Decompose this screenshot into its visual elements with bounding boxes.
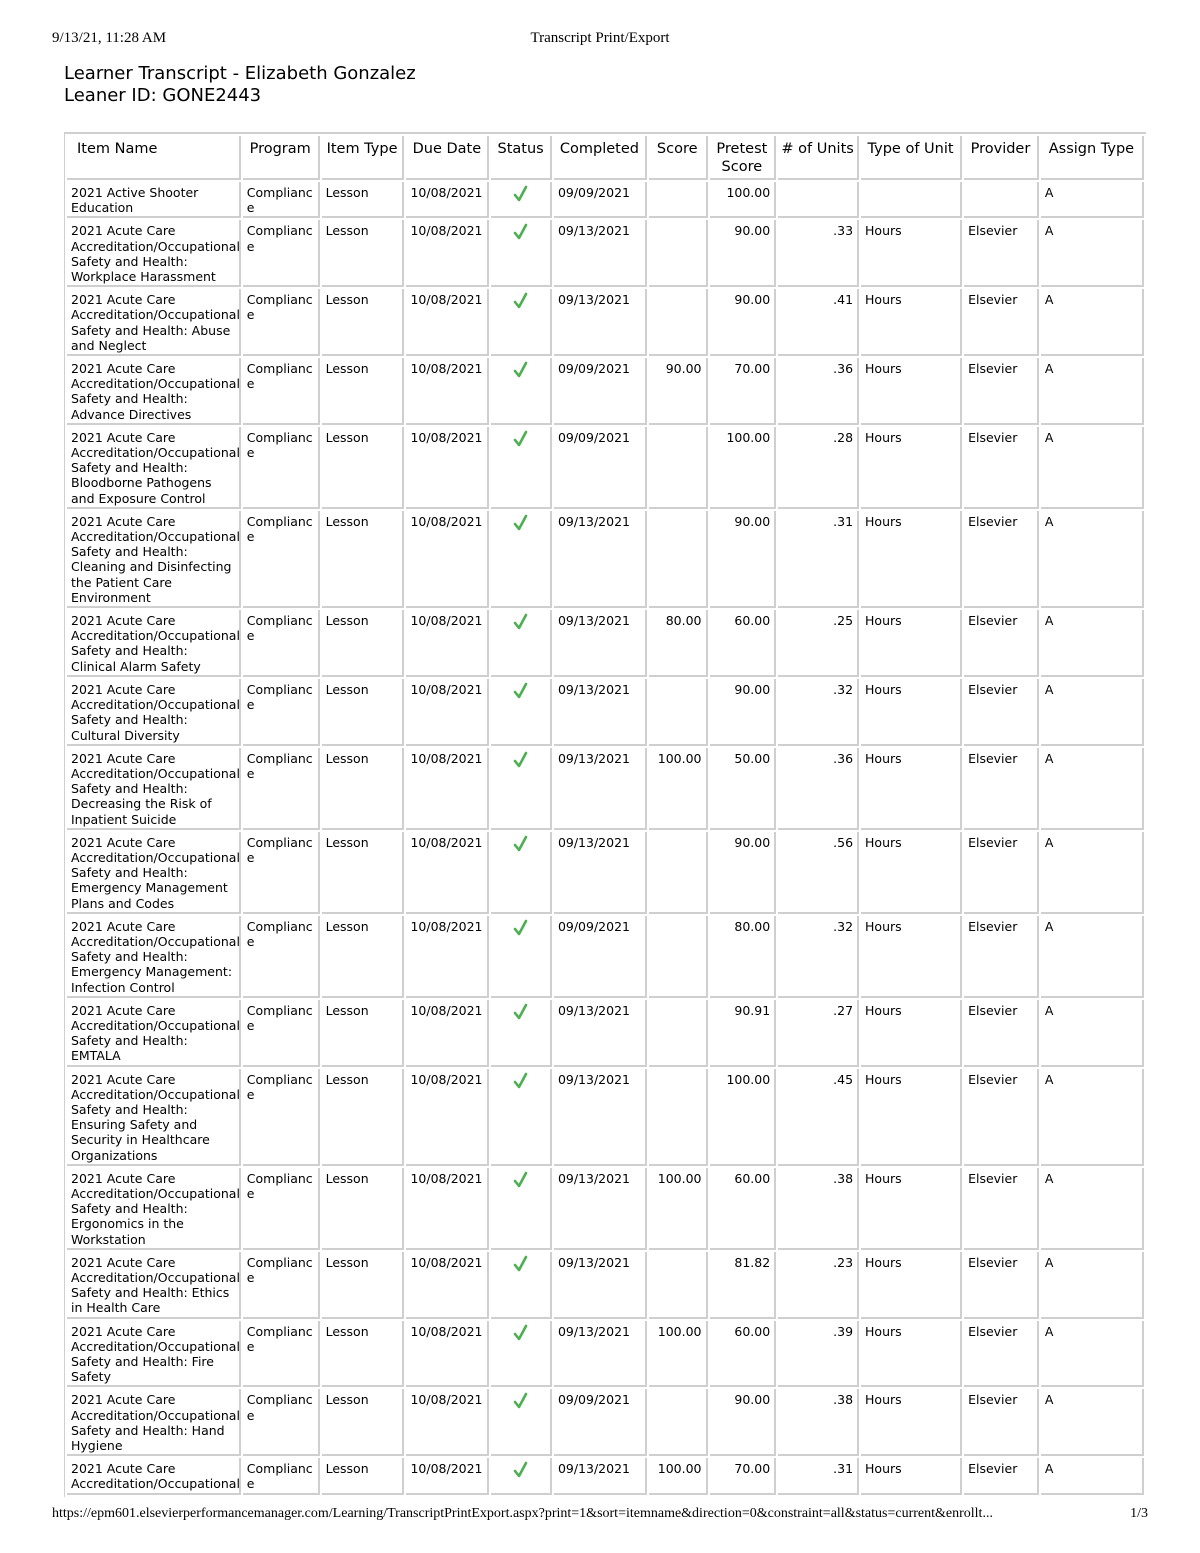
status-cell: [491, 916, 552, 998]
column-header: Completed: [554, 136, 647, 180]
item-name-cell: 2021 Acute Care Accreditation/Occupational Safety and Health: Emergency Management: Infection Control: [67, 916, 241, 998]
column-header: Score: [649, 136, 708, 180]
table-body: [67, 182, 1144, 1495]
column-header: Item Name: [67, 136, 241, 180]
print-header: [52, 30, 1148, 50]
status-cell: [491, 511, 552, 608]
units-cell: .41: [778, 289, 859, 356]
completed-date-cell: 09/13/2021: [554, 679, 647, 746]
provider-cell: Elsevier: [964, 916, 1039, 998]
provider-cell: Elsevier: [964, 358, 1039, 425]
score-cell: [649, 1389, 708, 1456]
completed-date-cell: 09/13/2021: [554, 748, 647, 830]
program-cell: Compliance: [243, 1458, 320, 1494]
program-cell: Compliance: [243, 832, 320, 914]
score-cell: 90.00: [649, 358, 708, 425]
item-type-cell: Lesson: [322, 1389, 405, 1456]
provider-cell: Elsevier: [964, 832, 1039, 914]
completed-date-cell: 09/13/2021: [554, 1168, 647, 1250]
due-date-cell: 10/08/2021: [406, 427, 489, 509]
table-row: [67, 511, 1144, 608]
status-cell: [491, 1252, 552, 1319]
units-cell: .27: [778, 1000, 859, 1067]
provider-cell: Elsevier: [964, 1069, 1039, 1166]
status-cell: [491, 1168, 552, 1250]
units-cell: .38: [778, 1389, 859, 1456]
checkmark-icon: [514, 1255, 528, 1273]
unit-type-cell: Hours: [861, 427, 962, 509]
checkmark-icon: [514, 223, 528, 241]
item-name-cell: 2021 Acute Care Accreditation/Occupational Safety and Health: Abuse and Neglect: [67, 289, 241, 356]
due-date-cell: 10/08/2021: [406, 748, 489, 830]
item-name-cell: 2021 Acute Care Accreditation/Occupational Safety and Health: Clinical Alarm Safety: [67, 610, 241, 677]
item-type-cell: Lesson: [322, 832, 405, 914]
unit-type-cell: Hours: [861, 1321, 962, 1388]
completed-date-cell: 09/09/2021: [554, 1389, 647, 1456]
item-name-cell: 2021 Acute Care Accreditation/Occupational Safety and Health: Hand Hygiene: [67, 1389, 241, 1456]
pretest-score-cell: 50.00: [710, 748, 777, 830]
units-cell: .33: [778, 220, 859, 287]
assign-type-cell: A: [1041, 220, 1144, 287]
completed-date-cell: 09/09/2021: [554, 358, 647, 425]
program-cell: Compliance: [243, 1069, 320, 1166]
program-cell: Compliance: [243, 610, 320, 677]
status-cell: [491, 427, 552, 509]
item-name-cell: 2021 Acute Care Accreditation/Occupational Safety and Health: Emergency Management Plans and Codes: [67, 832, 241, 914]
status-cell: [491, 1389, 552, 1456]
unit-type-cell: Hours: [861, 679, 962, 746]
completed-date-cell: 09/09/2021: [554, 182, 647, 218]
table-row: [67, 1389, 1144, 1456]
pretest-score-cell: 90.00: [710, 679, 777, 746]
table-row: [67, 1321, 1144, 1388]
table-row: [67, 679, 1144, 746]
unit-type-cell: Hours: [861, 1252, 962, 1319]
due-date-cell: 10/08/2021: [406, 916, 489, 998]
assign-type-cell: A: [1041, 1000, 1144, 1067]
item-name-cell: 2021 Acute Care Accreditation/Occupational Safety and Health: Cultural Diversity: [67, 679, 241, 746]
unit-type-cell: Hours: [861, 1069, 962, 1166]
pretest-score-cell: 100.00: [710, 182, 777, 218]
score-cell: 100.00: [649, 1458, 708, 1494]
program-cell: Compliance: [243, 1000, 320, 1067]
units-cell: .32: [778, 679, 859, 746]
transcript-table: [64, 132, 1146, 1497]
transcript-title-block: [64, 63, 416, 107]
program-cell: Compliance: [243, 427, 320, 509]
checkmark-icon: [514, 430, 528, 448]
provider-cell: Elsevier: [964, 220, 1039, 287]
page-number: 1/3: [1130, 1506, 1148, 1521]
table-row: [67, 182, 1144, 218]
score-cell: 100.00: [649, 1321, 708, 1388]
assign-type-cell: A: [1041, 511, 1144, 608]
unit-type-cell: Hours: [861, 1000, 962, 1067]
pretest-score-cell: 60.00: [710, 1168, 777, 1250]
assign-type-cell: A: [1041, 427, 1144, 509]
checkmark-icon: [514, 1324, 528, 1342]
item-type-cell: Lesson: [322, 427, 405, 509]
due-date-cell: 10/08/2021: [406, 182, 489, 218]
item-name-cell: 2021 Active Shooter Education: [67, 182, 241, 218]
assign-type-cell: A: [1041, 1252, 1144, 1319]
status-cell: [491, 679, 552, 746]
completed-date-cell: 09/13/2021: [554, 289, 647, 356]
provider-cell: Elsevier: [964, 1458, 1039, 1494]
units-cell: .39: [778, 1321, 859, 1388]
table-header-row: [67, 136, 1144, 180]
provider-cell: [964, 182, 1039, 218]
score-cell: [649, 1069, 708, 1166]
item-name-cell: 2021 Acute Care Accreditation/Occupational Safety and Health: Ensuring Safety and Security in Healthcare Organizations: [67, 1069, 241, 1166]
program-cell: Compliance: [243, 220, 320, 287]
assign-type-cell: A: [1041, 1069, 1144, 1166]
pretest-score-cell: 70.00: [710, 358, 777, 425]
status-cell: [491, 1321, 552, 1388]
score-cell: [649, 289, 708, 356]
status-cell: [491, 182, 552, 218]
item-type-cell: Lesson: [322, 358, 405, 425]
program-cell: Compliance: [243, 748, 320, 830]
unit-type-cell: Hours: [861, 610, 962, 677]
score-cell: 100.00: [649, 1168, 708, 1250]
assign-type-cell: A: [1041, 1321, 1144, 1388]
pretest-score-cell: 90.00: [710, 1389, 777, 1456]
item-type-cell: Lesson: [322, 748, 405, 830]
checkmark-icon: [514, 613, 528, 631]
pretest-score-cell: 90.00: [710, 289, 777, 356]
assign-type-cell: A: [1041, 610, 1144, 677]
unit-type-cell: Hours: [861, 748, 962, 830]
unit-type-cell: Hours: [861, 220, 962, 287]
completed-date-cell: 09/13/2021: [554, 610, 647, 677]
status-cell: [491, 1069, 552, 1166]
column-header: Status: [491, 136, 552, 180]
program-cell: Compliance: [243, 679, 320, 746]
unit-type-cell: Hours: [861, 1168, 962, 1250]
item-type-cell: Lesson: [322, 679, 405, 746]
pretest-score-cell: 90.00: [710, 511, 777, 608]
item-name-cell: 2021 Acute Care Accreditation/Occupational Safety and Health: Advance Directives: [67, 358, 241, 425]
assign-type-cell: A: [1041, 289, 1144, 356]
provider-cell: Elsevier: [964, 1252, 1039, 1319]
units-cell: .23: [778, 1252, 859, 1319]
due-date-cell: 10/08/2021: [406, 1252, 489, 1319]
transcript-title: Learner Transcript - Elizabeth Gonzalez: [64, 63, 416, 84]
due-date-cell: 10/08/2021: [406, 220, 489, 287]
score-cell: [649, 832, 708, 914]
table-row: [67, 1252, 1144, 1319]
table-row: [67, 358, 1144, 425]
units-cell: .31: [778, 511, 859, 608]
table-row: [67, 1000, 1144, 1067]
status-cell: [491, 289, 552, 356]
item-name-cell: 2021 Acute Care Accreditation/Occupational Safety and Health: Fire Safety: [67, 1321, 241, 1388]
status-cell: [491, 1458, 552, 1494]
item-type-cell: Lesson: [322, 1069, 405, 1166]
table-row: [67, 916, 1144, 998]
provider-cell: Elsevier: [964, 679, 1039, 746]
due-date-cell: 10/08/2021: [406, 1321, 489, 1388]
score-cell: [649, 916, 708, 998]
due-date-cell: 10/08/2021: [406, 1069, 489, 1166]
unit-type-cell: Hours: [861, 916, 962, 998]
assign-type-cell: A: [1041, 1389, 1144, 1456]
program-cell: Compliance: [243, 511, 320, 608]
table-row: [67, 1069, 1144, 1166]
assign-type-cell: A: [1041, 916, 1144, 998]
completed-date-cell: 09/09/2021: [554, 427, 647, 509]
program-cell: Compliance: [243, 916, 320, 998]
item-type-cell: Lesson: [322, 1458, 405, 1494]
learner-id: Leaner ID: GONE2443: [64, 85, 262, 106]
due-date-cell: 10/08/2021: [406, 1458, 489, 1494]
assign-type-cell: A: [1041, 358, 1144, 425]
program-cell: Compliance: [243, 1389, 320, 1456]
units-cell: .31: [778, 1458, 859, 1494]
pretest-score-cell: 90.00: [710, 220, 777, 287]
item-name-cell: 2021 Acute Care Accreditation/Occupational Safety and Health: Ethics in Health Care: [67, 1252, 241, 1319]
pretest-score-cell: 100.00: [710, 1069, 777, 1166]
column-header: Provider: [964, 136, 1039, 180]
provider-cell: Elsevier: [964, 1389, 1039, 1456]
score-cell: 80.00: [649, 610, 708, 677]
assign-type-cell: A: [1041, 832, 1144, 914]
pretest-score-cell: 60.00: [710, 1321, 777, 1388]
program-cell: Compliance: [243, 182, 320, 218]
units-cell: .32: [778, 916, 859, 998]
assign-type-cell: A: [1041, 748, 1144, 830]
item-type-cell: Lesson: [322, 182, 405, 218]
item-type-cell: Lesson: [322, 511, 405, 608]
print-page-title: Transcript Print/Export: [530, 30, 670, 46]
item-name-cell: 2021 Acute Care Accreditation/Occupational Safety and Health: EMTALA: [67, 1000, 241, 1067]
provider-cell: Elsevier: [964, 1321, 1039, 1388]
item-type-cell: Lesson: [322, 289, 405, 356]
due-date-cell: 10/08/2021: [406, 289, 489, 356]
item-name-cell: 2021 Acute Care Accreditation/Occupational Safety and Health: Ergonomics in the Workstation: [67, 1168, 241, 1250]
column-header: # of Units: [778, 136, 859, 180]
item-name-cell: 2021 Acute Care Accreditation/Occupational Safety and Health: Workplace Harassment: [67, 220, 241, 287]
status-cell: [491, 358, 552, 425]
status-cell: [491, 220, 552, 287]
provider-cell: Elsevier: [964, 610, 1039, 677]
provider-cell: Elsevier: [964, 1000, 1039, 1067]
table-row: [67, 832, 1144, 914]
program-cell: Compliance: [243, 1168, 320, 1250]
transcript-table-container: [64, 132, 1146, 1492]
table-row: [67, 1168, 1144, 1250]
item-type-cell: Lesson: [322, 1321, 405, 1388]
assign-type-cell: A: [1041, 1458, 1144, 1494]
provider-cell: Elsevier: [964, 748, 1039, 830]
item-type-cell: Lesson: [322, 1168, 405, 1250]
status-cell: [491, 1000, 552, 1067]
checkmark-icon: [514, 1171, 528, 1189]
completed-date-cell: 09/13/2021: [554, 1321, 647, 1388]
pretest-score-cell: 100.00: [710, 427, 777, 509]
units-cell: .25: [778, 610, 859, 677]
pretest-score-cell: 81.82: [710, 1252, 777, 1319]
unit-type-cell: Hours: [861, 1458, 962, 1494]
unit-type-cell: Hours: [861, 289, 962, 356]
status-cell: [491, 748, 552, 830]
print-url: https://epm601.elsevierperformancemanager.com/Learning/TranscriptPrintExport.aspx?print=1&sort=itemname&direction=0&constraint=all&status=current&enrollt...: [52, 1506, 993, 1521]
pretest-score-cell: 90.91: [710, 1000, 777, 1067]
score-cell: [649, 511, 708, 608]
units-cell: .56: [778, 832, 859, 914]
item-type-cell: Lesson: [322, 610, 405, 677]
completed-date-cell: 09/13/2021: [554, 1000, 647, 1067]
score-cell: [649, 1000, 708, 1067]
checkmark-icon: [514, 751, 528, 769]
checkmark-icon: [514, 919, 528, 937]
column-header: Program: [243, 136, 320, 180]
item-name-cell: 2021 Acute Care Accreditation/Occupational Safety and Health: Cleaning and Disinfecting the Patient Care Environment: [67, 511, 241, 608]
units-cell: .36: [778, 748, 859, 830]
pretest-score-cell: 60.00: [710, 610, 777, 677]
provider-cell: Elsevier: [964, 1168, 1039, 1250]
checkmark-icon: [514, 1461, 528, 1479]
completed-date-cell: 09/13/2021: [554, 511, 647, 608]
unit-type-cell: Hours: [861, 511, 962, 608]
status-cell: [491, 832, 552, 914]
checkmark-icon: [514, 361, 528, 379]
table-row: [67, 1458, 1144, 1494]
due-date-cell: 10/08/2021: [406, 679, 489, 746]
provider-cell: Elsevier: [964, 511, 1039, 608]
table-row: [67, 610, 1144, 677]
unit-type-cell: Hours: [861, 358, 962, 425]
assign-type-cell: A: [1041, 182, 1144, 218]
status-cell: [491, 610, 552, 677]
item-type-cell: Lesson: [322, 1252, 405, 1319]
checkmark-icon: [514, 682, 528, 700]
item-type-cell: Lesson: [322, 1000, 405, 1067]
score-cell: [649, 1252, 708, 1319]
assign-type-cell: A: [1041, 679, 1144, 746]
completed-date-cell: 09/09/2021: [554, 916, 647, 998]
column-header: Assign Type: [1041, 136, 1144, 180]
units-cell: .45: [778, 1069, 859, 1166]
column-header: Type of Unit: [861, 136, 962, 180]
score-cell: 100.00: [649, 748, 708, 830]
program-cell: Compliance: [243, 1321, 320, 1388]
checkmark-icon: [514, 514, 528, 532]
pretest-score-cell: 70.00: [710, 1458, 777, 1494]
item-type-cell: Lesson: [322, 916, 405, 998]
unit-type-cell: [861, 182, 962, 218]
completed-date-cell: 09/13/2021: [554, 1069, 647, 1166]
checkmark-icon: [514, 1392, 528, 1410]
pretest-score-cell: 80.00: [710, 916, 777, 998]
due-date-cell: 10/08/2021: [406, 1000, 489, 1067]
column-header: Pretest Score: [710, 136, 777, 180]
item-name-cell: 2021 Acute Care Accreditation/Occupational: [67, 1458, 241, 1494]
units-cell: [778, 182, 859, 218]
program-cell: Compliance: [243, 1252, 320, 1319]
assign-type-cell: A: [1041, 1168, 1144, 1250]
checkmark-icon: [514, 835, 528, 853]
unit-type-cell: Hours: [861, 1389, 962, 1456]
item-name-cell: 2021 Acute Care Accreditation/Occupational Safety and Health: Decreasing the Risk of Inpatient Suicide: [67, 748, 241, 830]
provider-cell: Elsevier: [964, 427, 1039, 509]
column-header: Item Type: [322, 136, 405, 180]
units-cell: .36: [778, 358, 859, 425]
checkmark-icon: [514, 1003, 528, 1021]
score-cell: [649, 220, 708, 287]
score-cell: [649, 427, 708, 509]
score-cell: [649, 679, 708, 746]
completed-date-cell: 09/13/2021: [554, 1252, 647, 1319]
completed-date-cell: 09/13/2021: [554, 832, 647, 914]
due-date-cell: 10/08/2021: [406, 832, 489, 914]
due-date-cell: 10/08/2021: [406, 358, 489, 425]
column-header: Due Date: [406, 136, 489, 180]
table-row: [67, 427, 1144, 509]
due-date-cell: 10/08/2021: [406, 610, 489, 677]
units-cell: .38: [778, 1168, 859, 1250]
unit-type-cell: Hours: [861, 832, 962, 914]
table-row: [67, 748, 1144, 830]
table-row: [67, 220, 1144, 287]
provider-cell: Elsevier: [964, 289, 1039, 356]
completed-date-cell: 09/13/2021: [554, 1458, 647, 1494]
due-date-cell: 10/08/2021: [406, 1168, 489, 1250]
due-date-cell: 10/08/2021: [406, 1389, 489, 1456]
program-cell: Compliance: [243, 289, 320, 356]
pretest-score-cell: 90.00: [710, 832, 777, 914]
item-type-cell: Lesson: [322, 220, 405, 287]
due-date-cell: 10/08/2021: [406, 511, 489, 608]
item-name-cell: 2021 Acute Care Accreditation/Occupational Safety and Health: Bloodborne Pathogens and Exposure Control: [67, 427, 241, 509]
table-row: [67, 289, 1144, 356]
checkmark-icon: [514, 292, 528, 310]
completed-date-cell: 09/13/2021: [554, 220, 647, 287]
program-cell: Compliance: [243, 358, 320, 425]
checkmark-icon: [514, 185, 528, 203]
score-cell: [649, 182, 708, 218]
checkmark-icon: [514, 1072, 528, 1090]
units-cell: .28: [778, 427, 859, 509]
print-datetime: 9/13/21, 11:28 AM: [52, 30, 167, 46]
